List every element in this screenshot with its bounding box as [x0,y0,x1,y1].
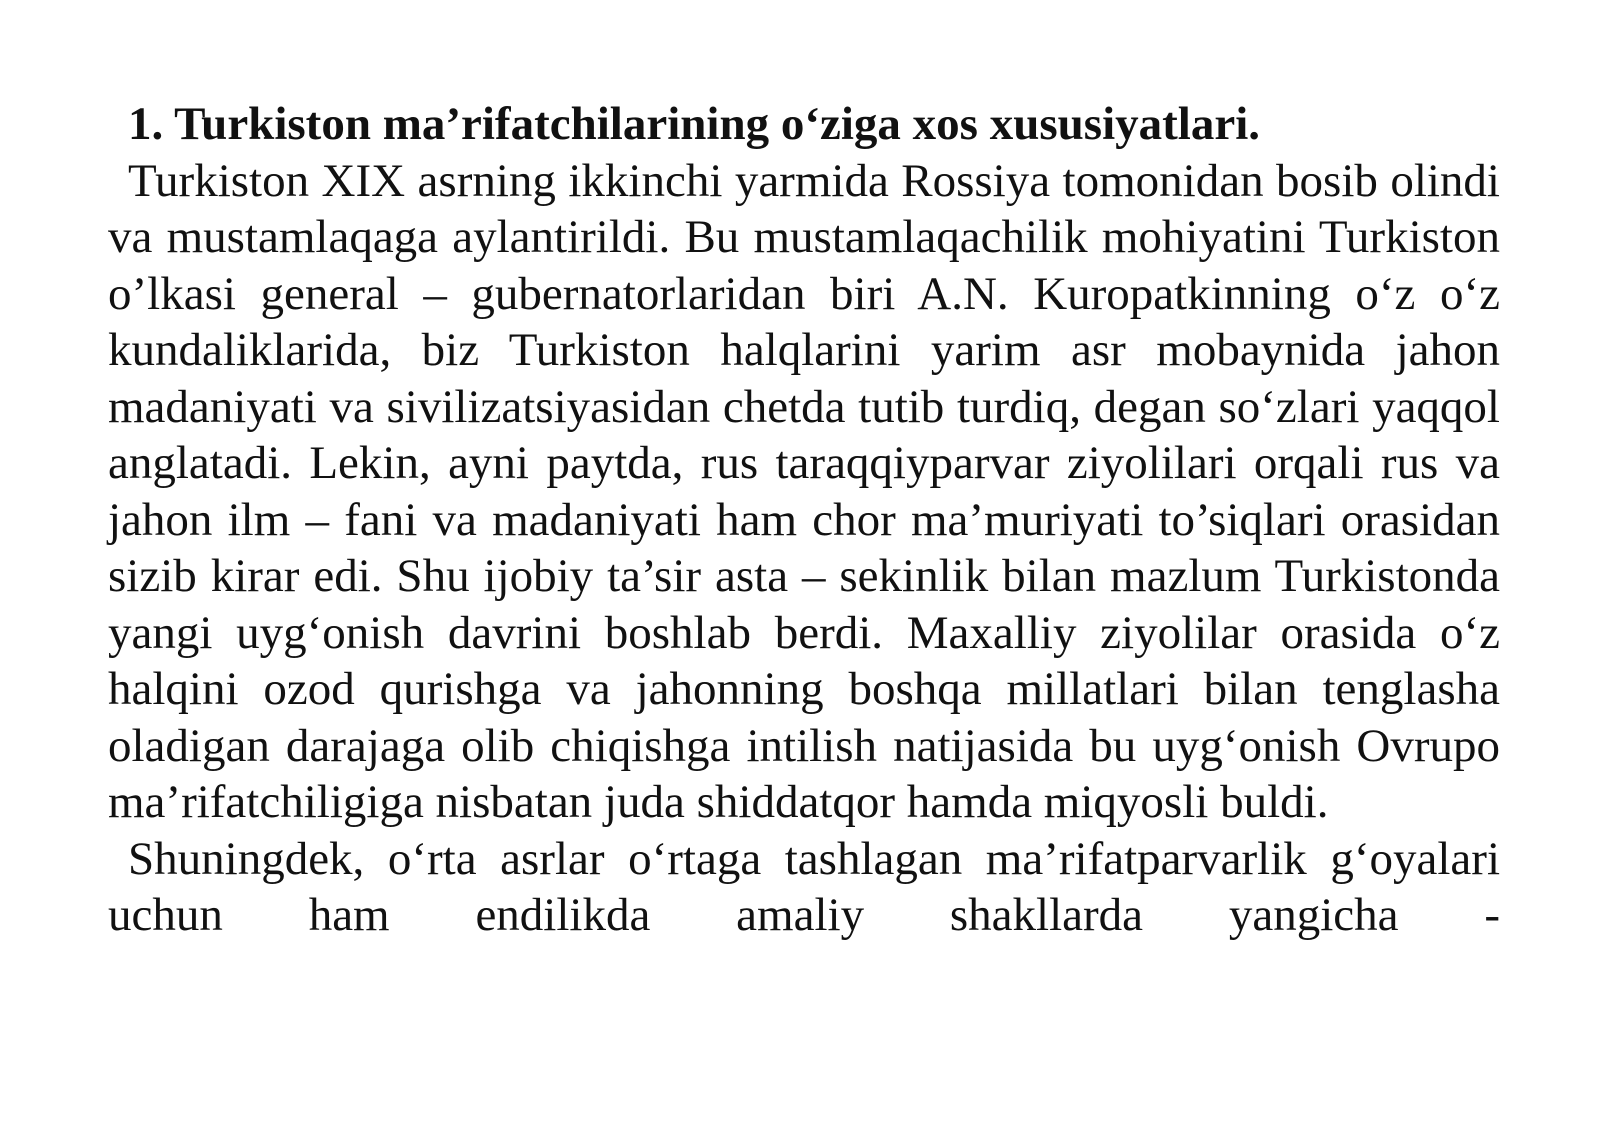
paragraph-2: Shuningdek, o‘rta asrlar o‘rtaga tashlagan ma’rifatparvarlik g‘oyalari uchun ham endilikda amaliy shakllarda yangicha - [108,832,1500,941]
document-content [108,96,1500,944]
section-heading: 1. Turkiston ma’rifatchilarining o‘ziga xos xususiyatlari. [128,98,1261,150]
paragraph-1: Turkiston XIX asrning ikkinchi yarmida Rossiya tomonidan bosib olindi va mustamlaqaga aylantirildi. Bu mustamlaqachilik mohiyatini Turkiston o’lkasi general – gubernatorlaridan biri A.N. Kuropatkinning o‘z o‘z kundaliklarida, biz Turkiston halqlarini yarim asr mobaynida jahon madaniyati va sivilizatsiyasidan chetda tutib turdiq, degan so‘zlari yaqqol anglatadi. Lekin, ayni paytda, rus taraqqiyparvar ziyolilari orqali rus va jahon ilm – fani va madaniyati ham chor ma’muriyati to’siqlari orasidan sizib kirar edi. Shu ijobiy ta’sir asta – sekinlik bilan mazlum Turkistonda yangi uyg‘onish davrini boshlab berdi. Maxalliy ziyolilar orasida o‘z halqini ozod qurishga va jahonning boshqa millatlari bilan tenglasha oladigan darajaga olib chiqishga intilish natijasida bu uyg‘onish Ovrupo ma’rifatchiligiga nisbatan juda shiddatqor hamda miqyosli buldi. [108,154,1500,828]
